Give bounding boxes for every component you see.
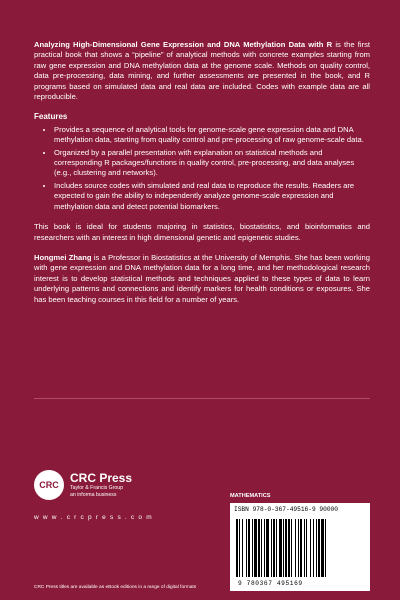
barcode-bar [239, 519, 240, 577]
publisher-name: CRC Press [70, 471, 133, 485]
feature-item: • Provides a sequence of analytical tools for genome-scale gene expression data and DNA methylation data, starting from quality control and pre-processing of raw genome-scale data. [54, 125, 370, 146]
barcode-bar [276, 519, 277, 577]
ebook-note: CRC Press titles are available as eBook editions in a range of digital formats [34, 585, 197, 590]
divider [34, 398, 370, 399]
features-heading: Features [34, 112, 68, 122]
intro-text: is the first practical book that shows a “pipeline” of analytical methods with concrete examples starting from raw gene expression and DNA methylation data at the genome scale. Methods on quality control, data pre-processing, data mining, and further assessments are presented in the book, and R programs based on simulated data and real data are included. Codes with example data are all reproducible. [34, 40, 370, 102]
publisher-group: Taylor & Francis Group [70, 485, 124, 491]
barcode-bar [236, 519, 238, 577]
publisher-logo [34, 470, 204, 500]
barcode-bar [258, 519, 260, 577]
barcode-bar [291, 519, 292, 577]
crc-logo-icon: CRC [34, 470, 64, 500]
barcode-bar [316, 519, 317, 577]
barcode-bar [264, 519, 265, 577]
feature-item: • Organized by a parallel presentation with explanation on statistical methods and corresponding R packages/functions in quality control, pre-processing, and data analyses (e.g., clustering and networks). [54, 148, 370, 179]
publisher-block [34, 470, 204, 521]
barcode-bar [273, 519, 275, 577]
barcode-bar [295, 519, 296, 577]
feature-item: • Includes source codes with simulated and real data to reproduce the results. Readers are expected to gain the ability to independently analyze genome-scale expression and methylation data and detect potential biomarkers. [54, 181, 370, 212]
barcode-bar [304, 519, 305, 577]
barcode-bar [313, 519, 314, 577]
subject-label: MATHEMATICS [230, 493, 271, 499]
cover-text [34, 40, 370, 315]
author-paragraph [34, 253, 370, 305]
barcode-bar [321, 519, 324, 577]
barcode-bar [252, 519, 253, 577]
barcode-bar [310, 519, 311, 577]
barcode-bar [306, 519, 307, 577]
barcode-bar [283, 519, 284, 577]
barcode-bar [285, 519, 287, 577]
barcode-bar [266, 519, 269, 577]
book-title: Analyzing High-Dimensional Gene Expression and DNA Methylation Data with R [34, 40, 333, 49]
publisher-url: w w w . c r c p r e s s . c o m [34, 514, 153, 521]
isbn-bottom: 9 780367 495169 [238, 580, 303, 587]
barcode-bar [242, 519, 243, 577]
audience-paragraph: This book is ideal for students majoring in statistics, biostatistics, and bioinformatics and researchers with an interest in high dimensional genetic and epigenetic studies. [34, 222, 370, 242]
barcode-bars [236, 519, 362, 577]
features-list [34, 125, 370, 212]
publisher-business: an informa business [70, 492, 117, 498]
barcode-bar [271, 519, 272, 577]
intro-paragraph [34, 40, 370, 102]
barcode-bar [279, 519, 282, 577]
barcode-bar [288, 519, 290, 577]
barcode-bar [254, 519, 257, 577]
barcode-bar [318, 519, 320, 577]
author-bio: is a Professor in Biostatistics at the University of Memphis. She has been working with gene expression and DNA methylation data for a long time, and her methodological research interest is to develop statistical methods and techniques applied to these types of data to learn underlying patterns and connections and identify markers for health conditions or exposures. She has been teaching courses in this field for a number of years. [34, 252, 370, 304]
barcode-bar [246, 519, 247, 577]
isbn-top: ISBN 978-0-367-49516-9 90000 [234, 506, 338, 513]
barcode-box [230, 503, 370, 591]
barcode-bar [325, 519, 326, 577]
author-name: Hongmei Zhang [34, 252, 92, 262]
barcode-bar [248, 519, 250, 577]
barcode-bar [300, 519, 302, 577]
barcode-bar [298, 519, 299, 577]
barcode-bar [261, 519, 262, 577]
